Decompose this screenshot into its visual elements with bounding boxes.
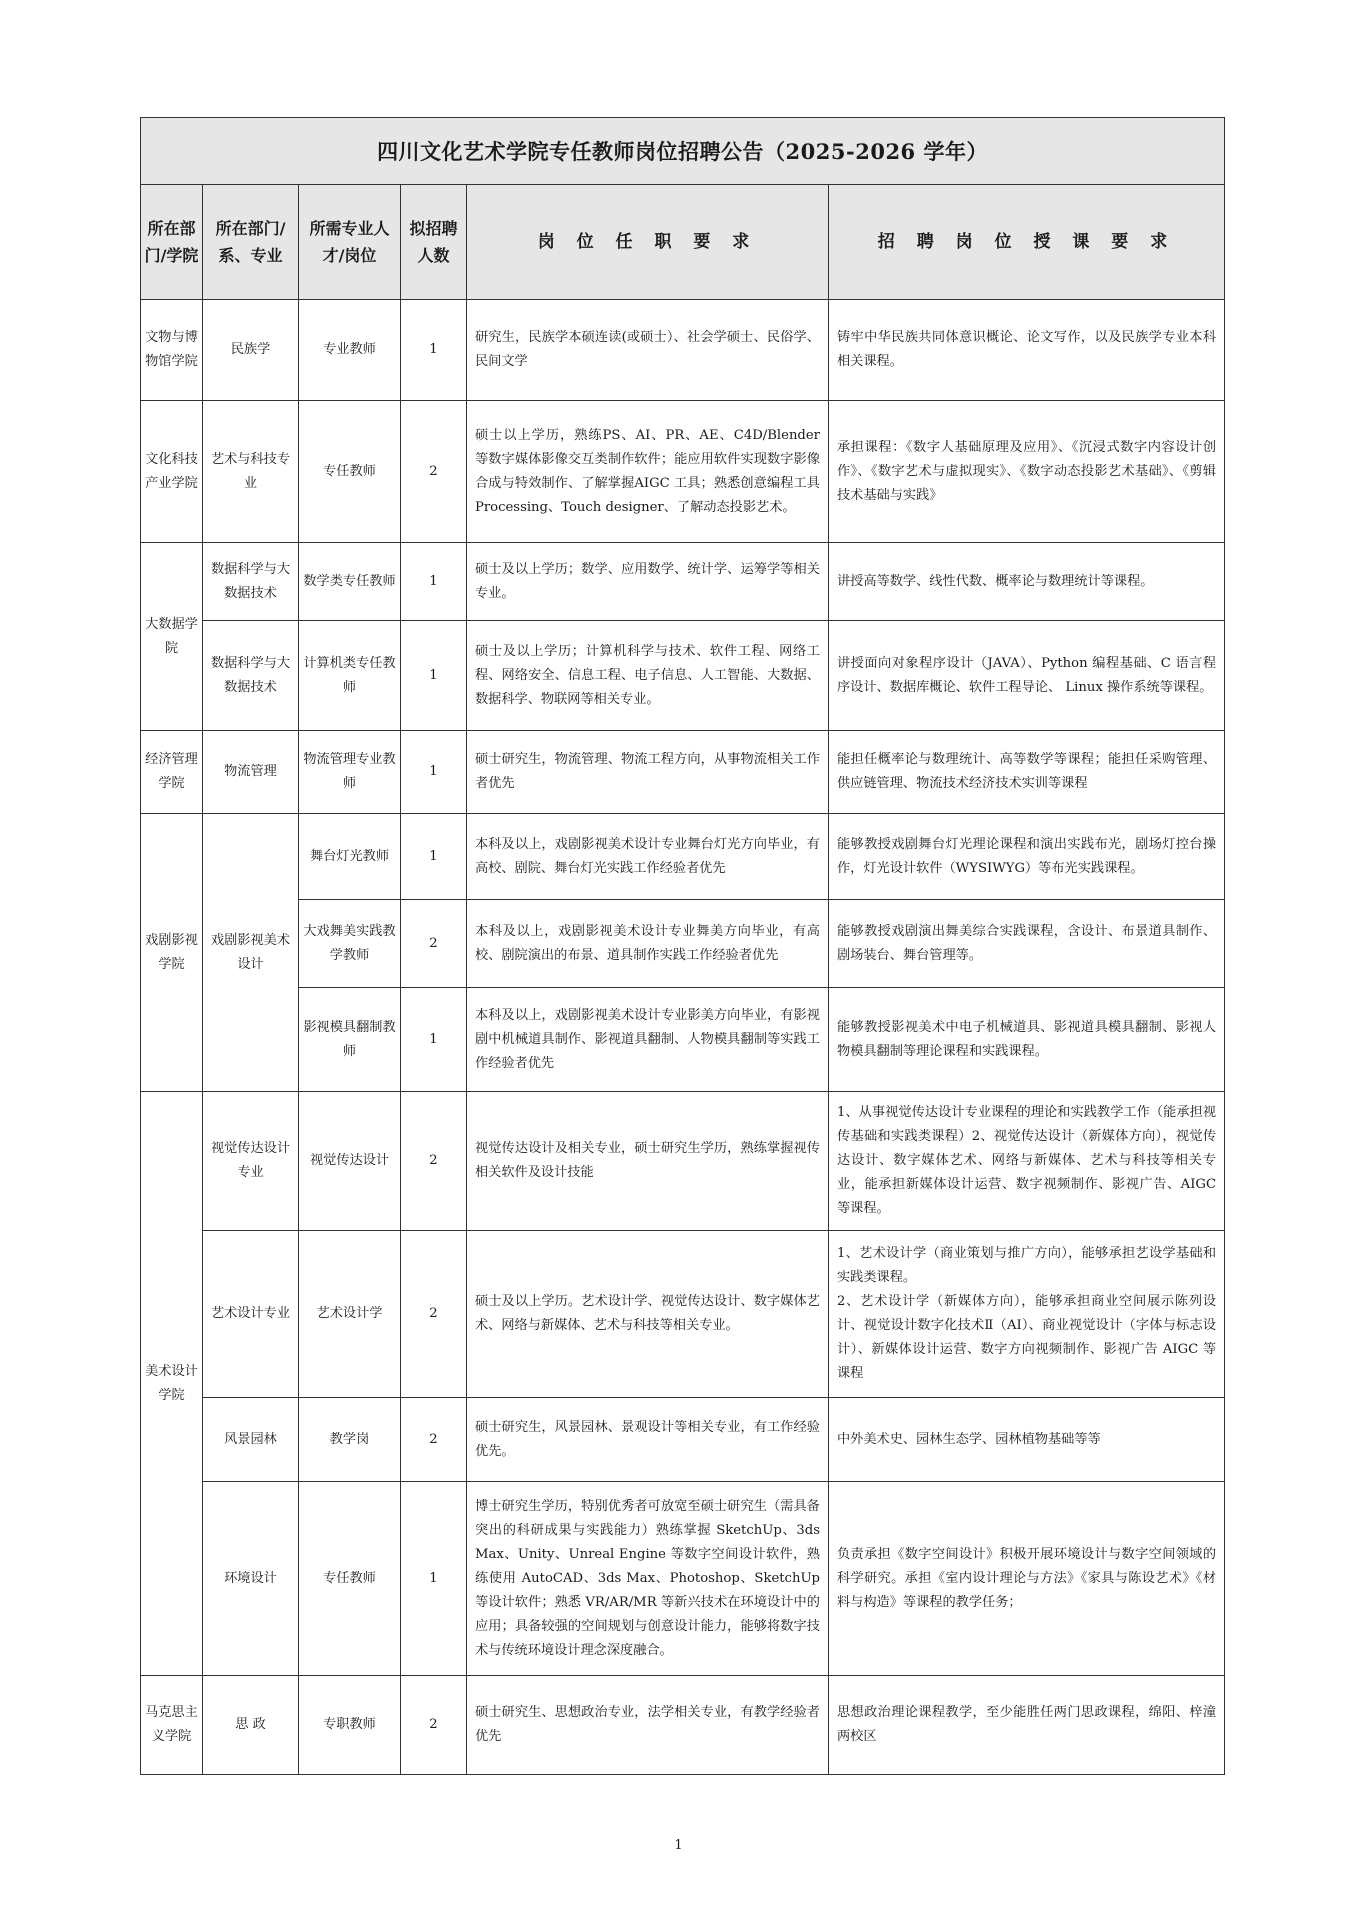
dept-cell: 数据科学与大数据技术 xyxy=(203,621,299,731)
teaching-cell: 承担课程：《数字人基础原理及应用》、《沉浸式数字内容设计创作》、《数字艺术与虚拟现实》、《数字动态投影艺术基础》、《剪辑技术基础与实践》 xyxy=(829,401,1225,543)
count-cell: 1 xyxy=(401,300,467,401)
table-row xyxy=(141,1676,1225,1775)
count-cell: 2 xyxy=(401,900,467,988)
requirements-cell: 本科及以上，戏剧影视美术设计专业影美方向毕业，有影视剧中机械道具制作、影视道具翻制、人物模具翻制等实践工作经验者优先 xyxy=(467,988,829,1092)
count-cell: 1 xyxy=(401,814,467,900)
requirements-cell: 硕士及以上学历。艺术设计学、视觉传达设计、数字媒体艺术、网络与新媒体、艺术与科技等相关专业。 xyxy=(467,1231,829,1398)
header-position: 所需专业人才/岗位 xyxy=(299,185,401,300)
position-cell: 视觉传达设计 xyxy=(299,1092,401,1231)
dept-cell: 数据科学与大数据技术 xyxy=(203,543,299,621)
teaching-cell: 能够教授戏剧演出舞美综合实践课程，含设计、布景道具制作、剧场装台、舞台管理等。 xyxy=(829,900,1225,988)
position-cell: 大戏舞美实践教学教师 xyxy=(299,900,401,988)
dept-cell: 民族学 xyxy=(203,300,299,401)
requirements-cell: 硕士研究生，物流管理、物流工程方向，从事物流相关工作者优先 xyxy=(467,731,829,814)
header-row xyxy=(141,185,1225,300)
college-cell: 美术设计学院 xyxy=(141,1092,203,1676)
college-cell: 文物与博物馆学院 xyxy=(141,300,203,401)
count-cell: 2 xyxy=(401,1398,467,1482)
table-row xyxy=(141,543,1225,621)
count-cell: 1 xyxy=(401,988,467,1092)
college-cell: 经济管理学院 xyxy=(141,731,203,814)
dept-cell: 艺术与科技专业 xyxy=(203,401,299,543)
teaching-cell: 1、艺术设计学（商业策划与推广方向），能够承担艺设学基础和实践类课程。 2、艺术设计学（新媒体方向），能够承担商业空间展示陈列设计、视觉设计数字化技术Ⅱ（AI）、商业视觉设计（字体与标志设计）、新媒体设计运营、数字方向视频制作、影视广告 AIGC 等课程 xyxy=(829,1231,1225,1398)
count-cell: 1 xyxy=(401,543,467,621)
position-cell: 数学类专任教师 xyxy=(299,543,401,621)
position-cell: 教学岗 xyxy=(299,1398,401,1482)
college-cell: 文化科技产业学院 xyxy=(141,401,203,543)
teaching-cell: 讲授高等数学、线性代数、概率论与数理统计等课程。 xyxy=(829,543,1225,621)
dept-cell: 环境设计 xyxy=(203,1482,299,1676)
teaching-cell: 1、从事视觉传达设计专业课程的理论和实践教学工作（能承担视传基础和实践类课程）2、视觉传达设计（新媒体方向），视觉传达设计、数字媒体艺术、网络与新媒体、艺术与科技等相关专业，能承担新媒体设计运营、数字视频制作、影视广告、AIGC 等课程。 xyxy=(829,1092,1225,1231)
requirements-cell: 视觉传达设计及相关专业，硕士研究生学历，熟练掌握视传相关软件及设计技能 xyxy=(467,1092,829,1231)
header-dept: 所在部门/系、专业 xyxy=(203,185,299,300)
requirements-cell: 硕士以上学历，熟练PS、AI、PR、AE、C4D/Blender 等数字媒体影像交互类制作软件；能应用软件实现数字影像合成与特效制作、了解掌握AIGC 工具；熟悉创意编程工具 Processing、Touch designer、了解动态投影艺术。 xyxy=(467,401,829,543)
table-row xyxy=(141,401,1225,543)
requirements-cell: 博士研究生学历，特别优秀者可放宽至硕士研究生（需具备突出的科研成果与实践能力）熟练掌握 SketchUp、3ds Max、Unity、Unreal Engine 等数字空间设计软件，熟练使用 AutoCAD、3ds Max、Photoshop、SketchUp 等设计软件；熟悉 VR/AR/MR 等新兴技术在环境设计中的应用；具备较强的空间规划与创意设计能力，能够将数字技术与传统环境设计理念深度融合。 xyxy=(467,1482,829,1676)
count-cell: 1 xyxy=(401,1482,467,1676)
page-number: 1 xyxy=(674,1838,683,1853)
count-cell: 2 xyxy=(401,401,467,543)
table-row xyxy=(141,1482,1225,1676)
requirements-cell: 本科及以上，戏剧影视美术设计专业舞台灯光方向毕业，有高校、剧院、舞台灯光实践工作经验者优先 xyxy=(467,814,829,900)
position-cell: 专业教师 xyxy=(299,300,401,401)
dept-cell: 艺术设计专业 xyxy=(203,1231,299,1398)
header-count: 拟招聘人数 xyxy=(401,185,467,300)
dept-cell: 风景园林 xyxy=(203,1398,299,1482)
header-teaching: 招 聘 岗 位 授 课 要 求 xyxy=(829,185,1225,300)
position-cell: 影视模具翻制教师 xyxy=(299,988,401,1092)
table-title: 四川文化艺术学院专任教师岗位招聘公告（2025-2026 学年） xyxy=(141,118,1225,185)
teaching-cell: 负责承担《数字空间设计》积极开展环境设计与数字空间领域的科学研究。承担《室内设计理论与方法》《家具与陈设艺术》《材料与构造》等课程的教学任务； xyxy=(829,1482,1225,1676)
teaching-cell: 讲授面向对象程序设计（JAVA）、Python 编程基础、C 语言程序设计、数据库概论、软件工程导论、 Linux 操作系统等课程。 xyxy=(829,621,1225,731)
table-row xyxy=(141,1092,1225,1231)
table-row xyxy=(141,900,1225,988)
dept-cell: 思 政 xyxy=(203,1676,299,1775)
table-row xyxy=(141,731,1225,814)
position-cell: 专职教师 xyxy=(299,1676,401,1775)
table-row xyxy=(141,621,1225,731)
position-cell: 艺术设计学 xyxy=(299,1231,401,1398)
position-cell: 专任教师 xyxy=(299,1482,401,1676)
table-row xyxy=(141,300,1225,401)
position-cell: 专任教师 xyxy=(299,401,401,543)
table-row xyxy=(141,814,1225,900)
teaching-cell: 中外美术史、园林生态学、园林植物基础等等 xyxy=(829,1398,1225,1482)
teaching-cell: 思想政治理论课程教学，至少能胜任两门思政课程，绵阳、梓潼两校区 xyxy=(829,1676,1225,1775)
college-cell: 大数据学院 xyxy=(141,543,203,731)
table-row xyxy=(141,1398,1225,1482)
dept-cell: 物流管理 xyxy=(203,731,299,814)
teaching-cell: 能够教授影视美术中电子机械道具、影视道具模具翻制、影视人物模具翻制等理论课程和实践课程。 xyxy=(829,988,1225,1092)
position-cell: 舞台灯光教师 xyxy=(299,814,401,900)
requirements-cell: 硕士研究生，风景园林、景观设计等相关专业，有工作经验优先。 xyxy=(467,1398,829,1482)
requirements-cell: 硕士及以上学历；数学、应用数学、统计学、运筹学等相关专业。 xyxy=(467,543,829,621)
count-cell: 1 xyxy=(401,621,467,731)
college-cell: 马克思主义学院 xyxy=(141,1676,203,1775)
teaching-cell: 能够教授戏剧舞台灯光理论课程和演出实践布光，剧场灯控台操作，灯光设计软件（WYSIWYG）等布光实践课程。 xyxy=(829,814,1225,900)
dept-cell: 视觉传达设计专业 xyxy=(203,1092,299,1231)
header-college: 所在部门/学院 xyxy=(141,185,203,300)
requirements-cell: 硕士研究生、思想政治专业，法学相关专业，有教学经验者优先 xyxy=(467,1676,829,1775)
recruitment-table xyxy=(140,117,1225,1775)
header-requirements: 岗 位 任 职 要 求 xyxy=(467,185,829,300)
position-cell: 物流管理专业教师 xyxy=(299,731,401,814)
teaching-cell: 能担任概率论与数理统计、高等数学等课程；能担任采购管理、供应链管理、物流技术经济技术实训等课程 xyxy=(829,731,1225,814)
count-cell: 1 xyxy=(401,731,467,814)
requirements-cell: 硕士及以上学历；计算机科学与技术、软件工程、网络工程、网络安全、信息工程、电子信息、人工智能、大数据、数据科学、物联网等相关专业。 xyxy=(467,621,829,731)
requirements-cell: 研究生，民族学本硕连读(或硕士）、社会学硕士、民俗学、民间文学 xyxy=(467,300,829,401)
dept-cell: 戏剧影视美术设计 xyxy=(203,814,299,1092)
count-cell: 2 xyxy=(401,1092,467,1231)
college-cell: 戏剧影视学院 xyxy=(141,814,203,1092)
count-cell: 2 xyxy=(401,1231,467,1398)
count-cell: 2 xyxy=(401,1676,467,1775)
position-cell: 计算机类专任教师 xyxy=(299,621,401,731)
table-row xyxy=(141,988,1225,1092)
recruitment-sheet xyxy=(140,117,1224,1775)
requirements-cell: 本科及以上，戏剧影视美术设计专业舞美方向毕业，有高校、剧院演出的布景、道具制作实践工作经验者优先 xyxy=(467,900,829,988)
teaching-cell: 铸牢中华民族共同体意识概论、论文写作，以及民族学专业本科相关课程。 xyxy=(829,300,1225,401)
table-row xyxy=(141,1231,1225,1398)
